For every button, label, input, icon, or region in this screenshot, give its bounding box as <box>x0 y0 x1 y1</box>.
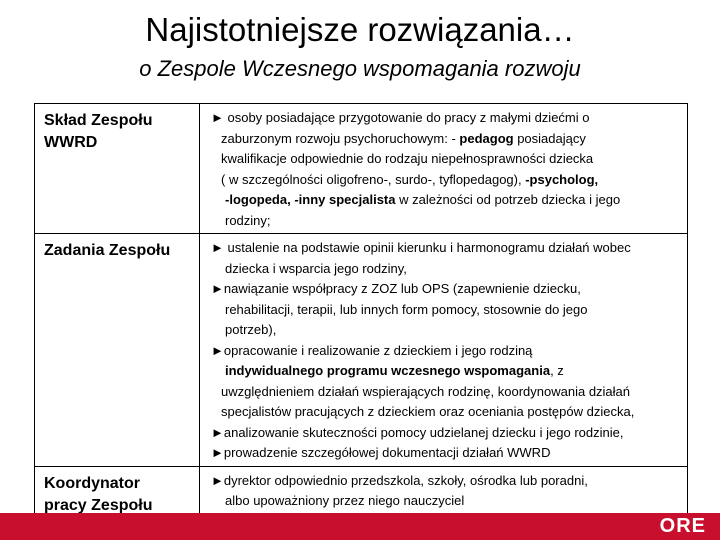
text-fragment: ( w szczególności oligofreno-, surdo-, tyflopedagog), <box>221 171 526 187</box>
content-line: uwzględnieniem działań wspierających rodzinę, koordynowania działań <box>221 383 631 399</box>
table-row-team-composition <box>35 104 688 234</box>
ore-logo <box>660 513 706 540</box>
content-line: ►nawiązanie współpracy z ZOZ lub OPS (zapewnienie dziecku, <box>211 281 581 296</box>
content-line <box>211 361 683 382</box>
content-line: albo upoważniony przez niego nauczyciel <box>225 493 465 508</box>
row-label <box>35 466 200 517</box>
text-fragment: , z <box>550 363 564 378</box>
content-line: ► ustalenie na podstawie opinii kierunku i harmonogramu działań wobec <box>211 240 631 255</box>
logo-text: ORE <box>660 513 706 540</box>
label-line: WWRD <box>44 134 98 151</box>
content-line <box>211 170 683 191</box>
content-line: rehabilitacji, terapii, lub innych form pomocy, stosownie do jego <box>225 301 588 317</box>
label-line: Koordynator <box>44 474 140 492</box>
slide-title: Najistotniejsze rozwiązania… <box>145 11 575 48</box>
row-content <box>200 466 688 517</box>
text-fragment: w zależności od potrzeb dziecka i jego <box>395 192 621 207</box>
bold-fragment: pedagog <box>459 130 514 146</box>
content-line: dziecka i wsparcia jego rodziny, <box>225 260 407 276</box>
info-table <box>34 103 688 518</box>
row-content <box>200 104 688 234</box>
label-line: Zadania Zespołu <box>44 242 171 259</box>
text-fragment: zaburzonym rozwoju psychoruchowym: - <box>221 130 460 146</box>
content-line: ►analizowanie skuteczności pomocy udzielanej dziecku i jego rodzinie, <box>211 424 624 440</box>
label-line: Skład Zespołu <box>44 112 153 129</box>
row-label <box>35 234 200 467</box>
content-line: ► osoby posiadające przygotowanie do pracy z małymi dziećmi o <box>211 110 590 125</box>
content-line: kwalifikacje odpowiednie do rodzaju niepełnosprawności dziecka <box>221 151 594 166</box>
text-fragment: posiadający <box>513 130 586 146</box>
content-line: ►opracowanie i realizowanie z dzieckiem i jego rodziną <box>211 342 533 358</box>
bold-fragment: -psycholog, <box>525 171 599 187</box>
bold-fragment: indywidualnego programu wczesnego wspomagania <box>225 363 551 378</box>
footer-bar <box>0 513 720 540</box>
content-line: ►prowadzenie szczegółowej dokumentacji działań WWRD <box>211 445 551 460</box>
row-label <box>35 104 200 234</box>
bold-fragment: -logopeda, -inny specjalista <box>225 192 396 207</box>
row-content <box>200 234 688 467</box>
content-line: rodziny; <box>225 212 271 228</box>
content-line <box>211 190 683 211</box>
table-row-team-tasks <box>35 234 688 467</box>
slide-subtitle: o Zespole Wczesnego wspomagania rozwoju <box>139 56 581 81</box>
table-row-coordinator <box>35 466 688 517</box>
content-line: specjalistów pracujących z dzieckiem oraz oceniania postępów dziecka, <box>221 404 635 419</box>
content-line: ►dyrektor odpowiednio przedszkola, szkoły, ośrodka lub poradni, <box>211 472 588 488</box>
content-line: potrzeb), <box>225 322 277 337</box>
content-line <box>211 129 683 150</box>
label-line: pracy Zespołu <box>44 496 153 514</box>
